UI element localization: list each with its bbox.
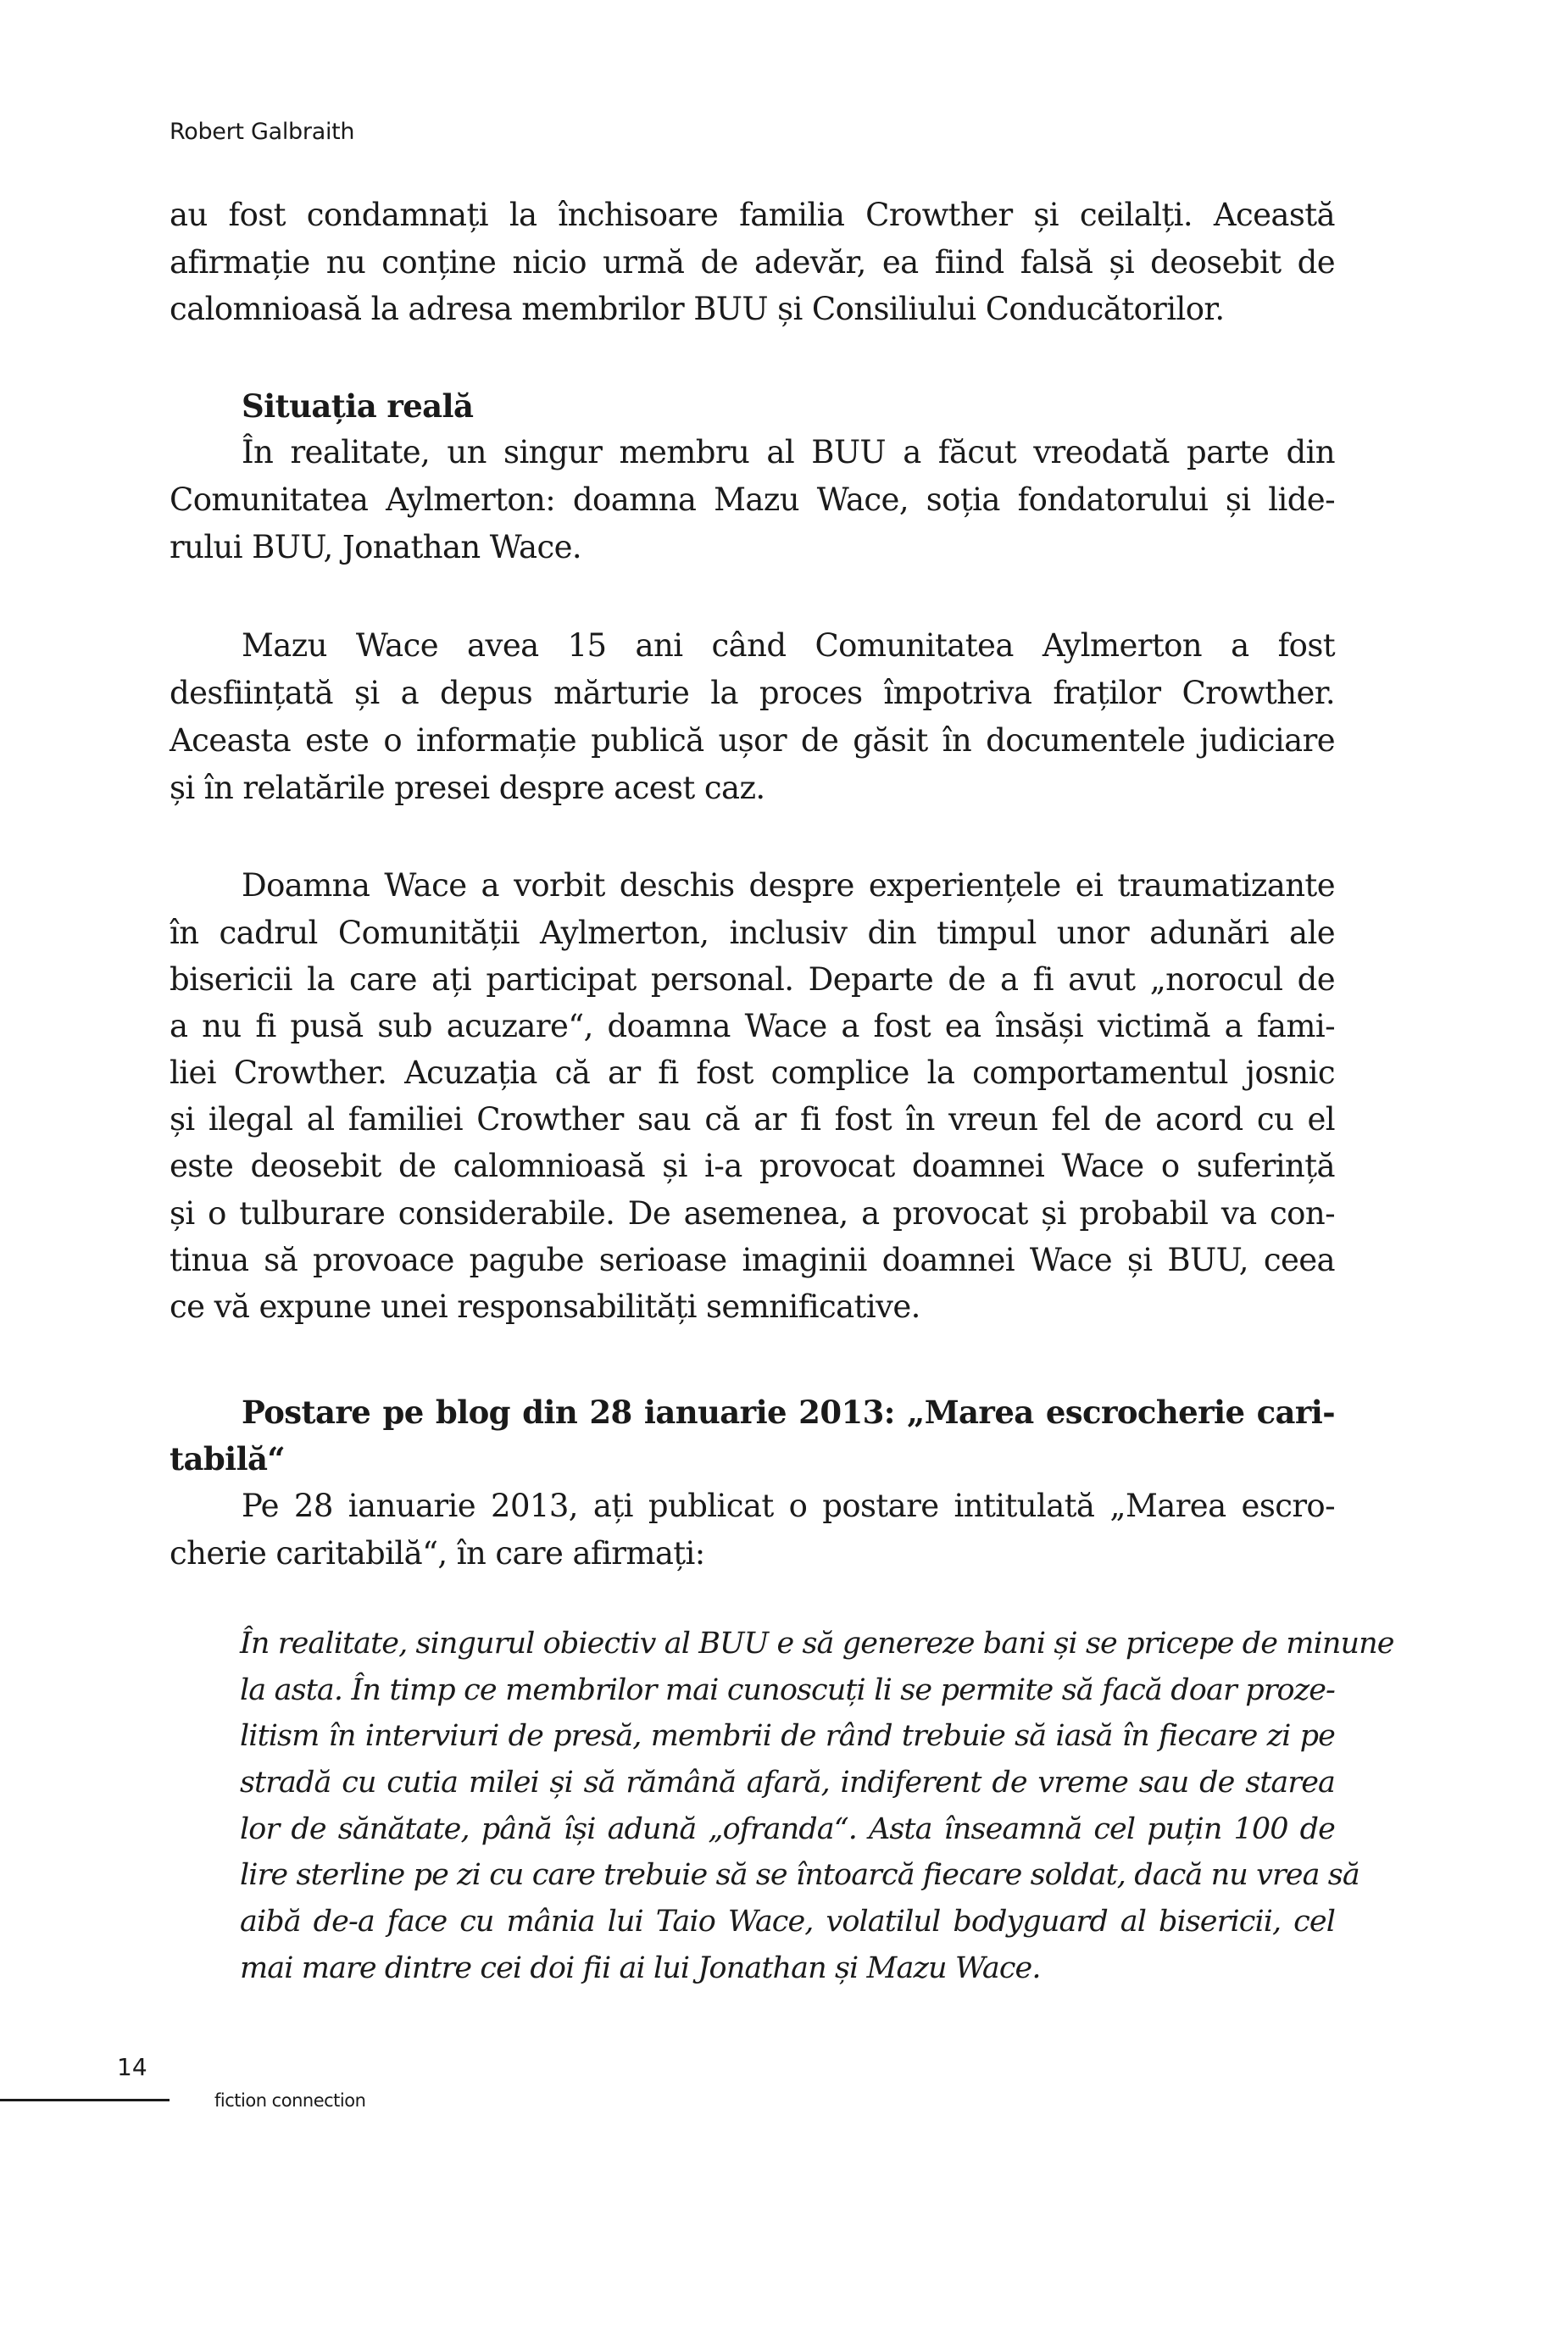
body-line: Pe 28 ianuarie 2013, ați publicat o postare intitulată „Marea escro- <box>242 1488 1335 1524</box>
section-heading: Situația reală <box>242 387 474 425</box>
running-head: Robert Galbraith <box>170 119 355 145</box>
body-line: ce vă expune unei responsabilități semnificative. <box>170 1288 920 1325</box>
body-line: liei Crowther. Acuzația că ar fi fost complice la comportamentul josnic <box>170 1054 1335 1091</box>
body-line: calomnioasă la adresa membrilor BUU și Consiliului Conducătorilor. <box>170 291 1225 327</box>
body-line: a nu fi pusă sub acuzare“, doamna Wace a fost ea însăși victimă a fami- <box>170 1008 1335 1044</box>
quote-line: la asta. În timp ce membrilor mai cunoscuți li se permite să facă doar proze- <box>240 1673 1335 1707</box>
body-line: bisericii la care ați participat personal. Departe de a fi avut „norocul de <box>170 961 1335 998</box>
quote-line: litism în interviuri de presă, membrii de rând trebuie să iasă în fiecare zi pe <box>240 1719 1335 1753</box>
body-line: și o tulburare considerabile. De asemenea, a provocat și probabil va con- <box>170 1195 1335 1232</box>
body-line: Comunitatea Aylmerton: doamna Mazu Wace, soția fondatorului și lide- <box>170 481 1335 518</box>
body-line: desființată și a depus mărturie la proces împotriva fraților Crowther. <box>170 675 1335 711</box>
footer-brand: fiction connection <box>214 2090 366 2111</box>
quote-line: aibă de-a face cu mânia lui Taio Wace, volatilul bodyguard al bisericii, cel <box>240 1905 1335 1939</box>
body-line: În realitate, un singur membru al BUU a făcut vreodată parte din <box>242 434 1335 470</box>
quote-line: În realitate, singurul obiectiv al BUU e să genereze bani și se pricepe de minune <box>240 1627 1394 1661</box>
body-line: și în relatările presei despre acest caz. <box>170 770 765 806</box>
body-line: Aceasta este o informație publică ușor de găsit în documentele judiciare <box>170 722 1335 759</box>
body-line: afirmație nu conține nicio urmă de adevăr, ea fiind falsă și deosebit de <box>170 244 1335 281</box>
body-line: tinua să provoace pagube serioase imaginii doamnei Wace și BUU, ceea <box>170 1242 1335 1278</box>
body-line: Doamna Wace a vorbit deschis despre experiențele ei traumatizante <box>242 867 1335 904</box>
section-heading: Postare pe blog din 28 ianuarie 2013: „Marea escrocherie cari- <box>242 1394 1335 1431</box>
page-number: 14 <box>117 2053 147 2081</box>
body-line: și ilegal al familiei Crowther sau că ar fi fost în vreun fel de acord cu el <box>170 1101 1335 1138</box>
footer-rule <box>0 2099 170 2101</box>
body-line: Mazu Wace avea 15 ani când Comunitatea Aylmerton a fost <box>242 627 1335 664</box>
body-line: în cadrul Comunității Aylmerton, inclusiv din timpul unor adunări ale <box>170 915 1335 951</box>
body-line: este deosebit de calomnioasă și i-a provocat doamnei Wace o suferință <box>170 1148 1335 1184</box>
quote-line: stradă cu cutia milei și să rămână afară, indiferent de vreme sau de starea <box>240 1766 1335 1800</box>
quote-line: mai mare dintre cei doi fii ai lui Jonathan și Mazu Wace. <box>240 1951 1041 1985</box>
body-line: cherie caritabilă“, în care afirmați: <box>170 1535 705 1572</box>
section-heading: tabilă“ <box>170 1440 286 1477</box>
body-line: au fost condamnați la închisoare familia Crowther și ceilalți. Această <box>170 197 1335 233</box>
body-line: rului BUU, Jonathan Wace. <box>170 529 582 565</box>
quote-line: lire sterline pe zi cu care trebuie să se întoarcă fiecare soldat, dacă nu vrea să <box>240 1858 1359 1892</box>
quote-line: lor de sănătate, până își adună „ofranda“. Asta înseamnă cel puțin 100 de <box>240 1812 1335 1846</box>
